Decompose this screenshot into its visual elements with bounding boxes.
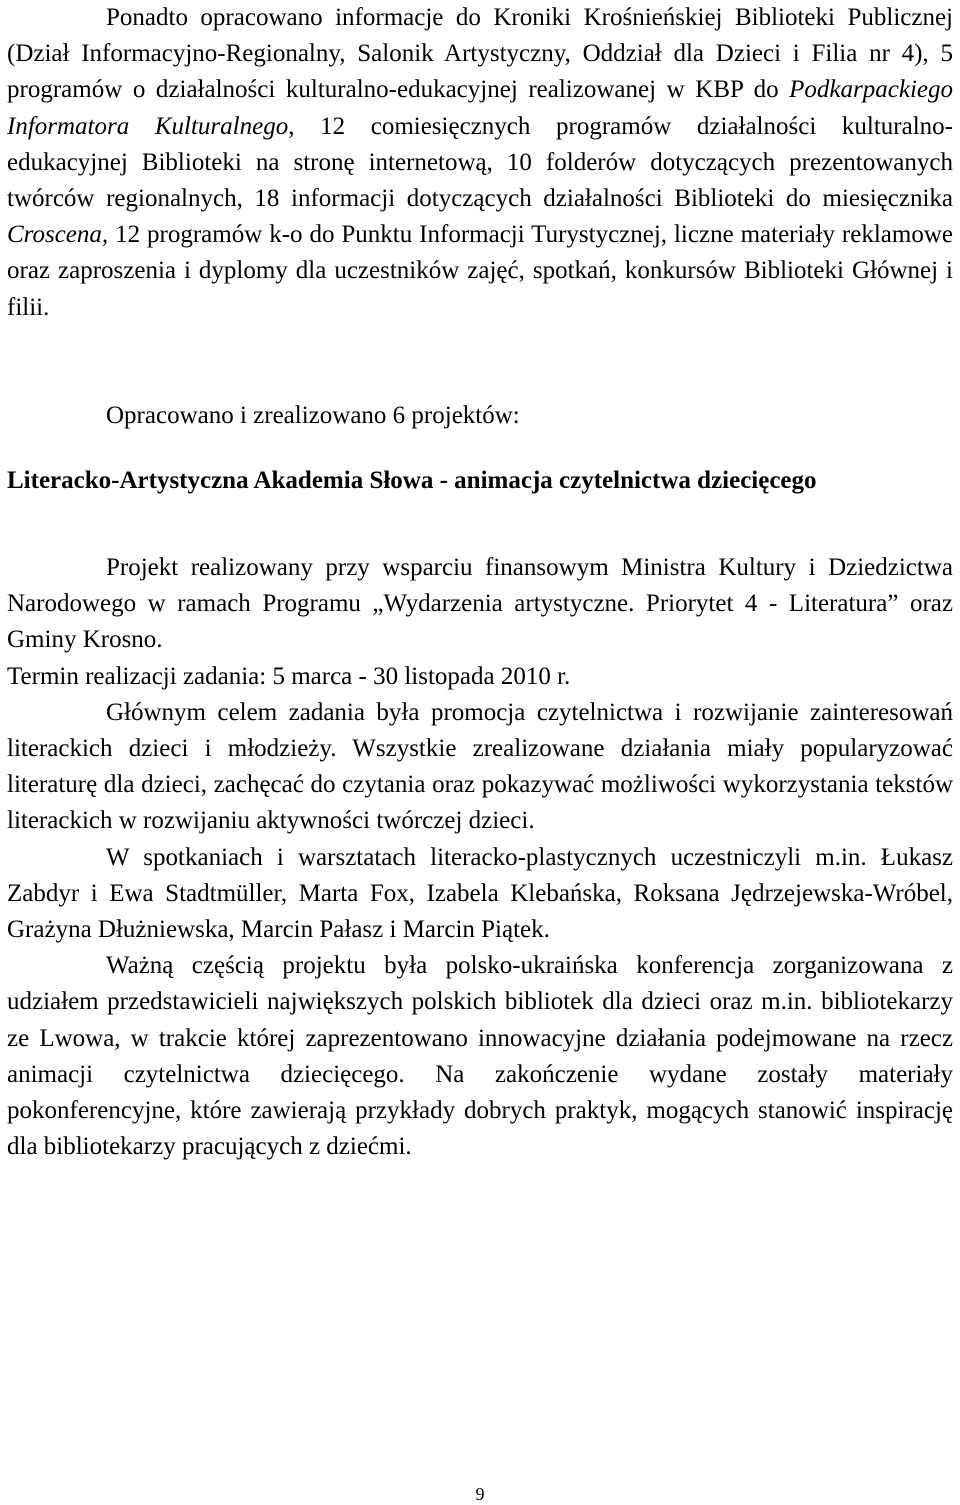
projects-intro: Opracowano i zrealizowano 6 projektów:	[106, 402, 520, 429]
intro-italic-magazine: Croscena,	[7, 221, 109, 249]
support-paragraph: Projekt realizowany przy wsparciu finansowym Ministra Kultury i Dziedzictwa Narodowego w ramach Programu „Wydarzenia artystyczne. Priorytet 4 - Literatura” oraz Gminy Krosno.	[7, 554, 953, 654]
conference-paragraph: Ważną częścią projektu była polsko-ukraińska konferencja zorganizowana z udziałem przedstawicieli największych polskich bibliotek dla dzieci oraz m.in. bibliotekarzy ze Lwowa, w trakcie której zaprezentowano innowacyjne działania podejmowane na rzecz animacji czytelnictwa dziecięcego. Na zakończenie wydane zostały materiały pokonferencyjne, które zawierają przykłady dobrych praktyk, mogących stanowić inspirację dla bibliotekarzy pracujących z dziećmi.	[7, 952, 953, 1161]
project-title: Literacko-Artystyczna Akademia Słowa - animacja czytelnictwa dziecięcego	[7, 467, 817, 494]
intro-italic-title: Podkarpackiego Informatora Kulturalnego	[7, 76, 953, 140]
meetings-paragraph: W spotkaniach i warsztatach literacko-plastycznych uczestniczyli m.in. Łukasz Zabdyr i Ewa Stadtmüller, Marta Fox, Izabela Klebańska, Roksana Jędrzejewska-Wróbel, Grażyna Dłużniewska, Marcin Pałasz i Marcin Piątek.	[7, 843, 953, 944]
intro-text-2: , 12 comiesięcznych programów działalności kulturalno-edukacyjnej Biblioteki na stronę internetową, 10 folderów dotyczących prezentowanych twórców regionalnych, 18 informacji dotyczących działalności Biblioteki do miesięcznika	[7, 112, 953, 213]
goal-paragraph: Głównym celem zadania była promocja czytelnictwa i rozwijanie zainteresowań literackich dzieci i młodzieży. Wszystkie zrealizowane działania miały popularyzować literaturę dla dzieci, zachęcać do czytania oraz pokazywać możliwości wykorzystania tekstów literackich w rozwijaniu aktywności twórczej dzieci.	[7, 698, 953, 835]
intro-text-1: Ponadto opracowano informacje do Kroniki Krośnieńskiej Biblioteki Publicznej (Dział Informacyjno-Regionalny, Salonik Artystyczny, Oddział dla Dzieci i Filia nr 4), 5 programów o działalności kulturalno-edukacyjnej realizowanej w KBP do	[7, 4, 953, 104]
term-paragraph: Termin realizacji zadania: 5 marca - 30 listopada 2010 r.	[7, 662, 571, 690]
project-description	[7, 550, 953, 1165]
page-number: 9	[475, 1484, 485, 1504]
intro-paragraph	[7, 0, 953, 326]
intro-text-3: 12 programów k-o do Punktu Informacji Turystycznej, liczne materiały reklamowe oraz zaproszenia i dyplomy dla uczestników zajęć, spotkań, konkursów Biblioteki Głównej i filii.	[7, 221, 953, 321]
